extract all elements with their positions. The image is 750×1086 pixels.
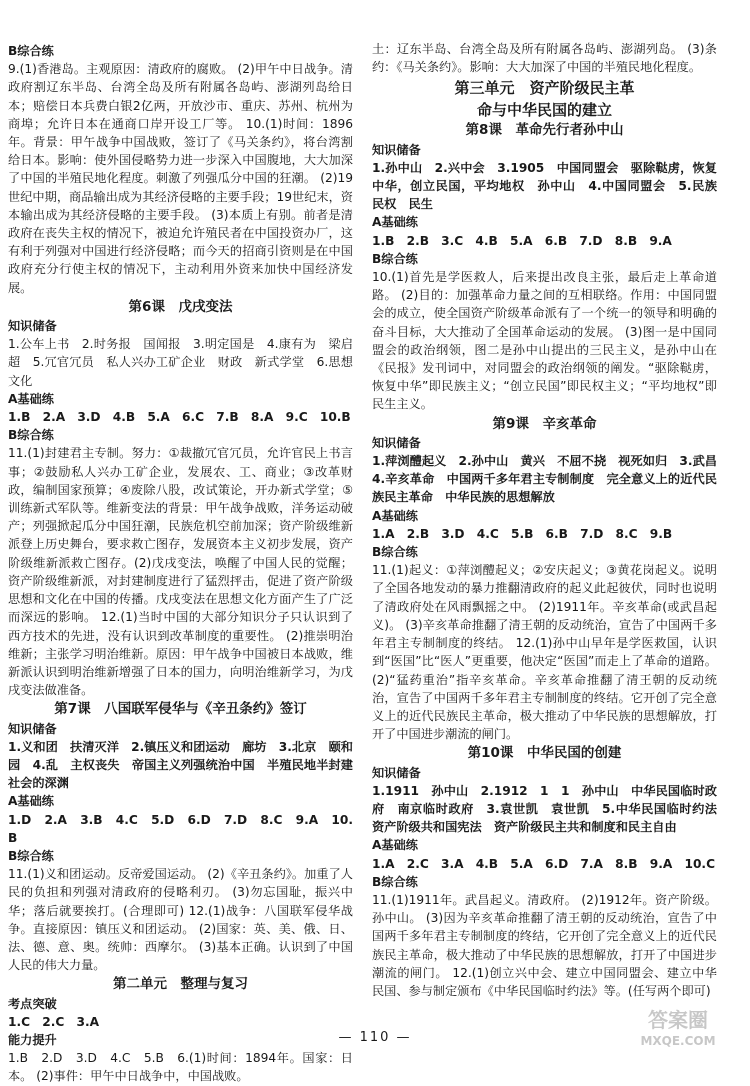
answer-paragraph: 1.B 2.D 3.D 4.C 5.B 6.(1)时间：1894年。国家：日本。 (2)事件：甲午中日战争中，中国战败。 bbox=[8, 1051, 353, 1084]
answer-paragraph: 1.孙中山 2.兴中会 3.1905 中国同盟会 驱除鞑虏，恢复中华，创立民国，平均地权 孙中山 4.中国同盟会 5.民族 民权 民生 bbox=[372, 160, 730, 212]
section-label: B综合练 bbox=[372, 545, 418, 560]
lesson-10-title: 第10课 中华民国的创建 bbox=[467, 745, 622, 762]
lesson-8-title: 第8课 革命先行者孙中山 bbox=[465, 122, 624, 139]
left-column bbox=[8, 42, 353, 1086]
section-label: 知识储备 bbox=[372, 142, 421, 157]
answer-choices: 1.D 2.A 3.B 4.C 5.D 6.D 7.D 8.C 9.A 10.B bbox=[8, 812, 353, 845]
answer-paragraph: 11.(1)封建君主专制。努力：①裁撤冗官冗员，允许官民上书言事；②鼓励私人兴办工矿企业，发展农、工、商业；③改革财政，编制国家预算；④废除八股，改试策论，开办新式学堂；⑤训练新式军队等。维新变法的背景：甲午战争战败，洋务运动破产；列强掀起瓜分中国狂潮，民族危机空前加深；资产阶级维新派登上历史舞台，要求救亡图存，发展资本主义初步发展，资产阶级维新派救亡图存。(2)戊戌变法，唤醒了中国人民的觉醒；资产阶级维新派，对封建制度进行了猛烈抨击，促进了资产阶级思想和文化在中国的传播。戊戌变法在思想文化方面产生了广泛而深远的影响。 12.(1)当时中国的大部分知识分子只认识到了西方技术的先进，没有认识到改革制度的重要性。 (2)推崇明治维新；主张学习明治维新。原因：甲午战争中国被日本战败，维新派认识到明治维新增强了日本的国力，向明治维新学习，为戊戌变法做准备。 bbox=[8, 446, 353, 698]
section-label: A基础练 bbox=[372, 215, 418, 230]
section-label: 知识储备 bbox=[8, 721, 57, 736]
answer-paragraph: 1.义和团 扶清灭洋 2.镇压义和团运动 廊坊 3.北京 颐和园 4.乱 主权丧失 帝国主义列强统治中国 半殖民地半封建社会的深渊 bbox=[8, 739, 353, 791]
section-label: A基础练 bbox=[372, 508, 418, 523]
answer-choices: 1.A 2.C 3.A 4.B 5.A 6.D 7.A 8.B 9.A 10.C bbox=[372, 856, 716, 871]
answer-paragraph: 1.1911 孙中山 2.1912 1 1 孙中山 中华民国临时政府 南京临时政府 3.袁世凯 袁世凯 5.中华民国临时约法 资产阶级共和国宪法 资产阶级民主共和制度和民主自由 bbox=[372, 783, 730, 835]
lesson-7-title: 第7课 八国联军侵华与《辛丑条约》签订 bbox=[54, 701, 307, 718]
answer-paragraph: 1.萍浏醴起义 2.孙中山 黄兴 不屈不挠 视死如归 3.武昌 4.辛亥革命 中国两千多年君主专制制度 完全意义上的近代民族民主革命 中华民族的思想解放 bbox=[372, 454, 730, 505]
section-label: 考点突破 bbox=[8, 996, 57, 1011]
section-label: A基础练 bbox=[8, 794, 54, 809]
answer-choices: 1.B 2.B 3.C 4.B 5.A 6.B 7.D 8.B 9.A bbox=[372, 233, 672, 248]
svg-text:答案圈: 答案圈 bbox=[648, 1008, 708, 1032]
answer-paragraph: 1.公车上书 2.时务报 国闻报 3.明定国是 4.康有为 梁启超 5.冗官冗员 私人兴办工矿企业 财政 新式学堂 6.思想文化 bbox=[8, 337, 353, 388]
section-label: B综合练 bbox=[8, 44, 54, 58]
section-label: 知识储备 bbox=[372, 765, 421, 780]
svg-text:MXQE.COM: MXQE.COM bbox=[640, 1034, 716, 1048]
section-label: B综合练 bbox=[8, 428, 54, 443]
answer-paragraph: 11.(1)义和团运动。反帝爱国运动。 (2)《辛丑条约》。加重了人民的负担和列强对清政府的侵略利刃。 (3)勿忘国耻，振兴中华；落后就要挨打。(合理即可) 12.(1)战争：八国联军侵华战争。直接原因：镇压义和团运动。 (2)国家：英、美、俄、日、法、德、意、奥。统帅：西摩尔。 (3)基本正确。认识到了中国人民的伟大力量。 bbox=[8, 867, 353, 973]
answer-choices: 1.A 2.B 3.D 4.C 5.B 6.B 7.D 8.C 9.B bbox=[372, 526, 673, 541]
right-column bbox=[372, 40, 730, 1000]
unit-3-title-line-2: 命与中华民国的建立 bbox=[476, 101, 612, 120]
answer-choices: 1.C 2.C 3.A bbox=[8, 1014, 100, 1029]
lesson-6-title: 第6课 戊戌变法 bbox=[128, 298, 233, 315]
section-label: B综合练 bbox=[8, 848, 54, 863]
unit-3-title-line-1: 第三单元 资产阶级民主革 bbox=[454, 79, 635, 98]
watermark-logo bbox=[618, 1005, 738, 1049]
answer-paragraph: 土：辽东半岛、台湾全岛及所有附属各岛屿、澎湖列岛。 (3)条约：《马关条约》。影响：大大加深了中国的半殖民地化程度。 bbox=[372, 42, 717, 75]
section-label: A基础练 bbox=[8, 391, 54, 406]
section-label: B综合练 bbox=[372, 874, 418, 889]
section-label: 能力提升 bbox=[8, 1032, 57, 1047]
unit-2-review-title: 第二单元 整理与复习 bbox=[113, 976, 248, 993]
answer-paragraph: 10.(1)首先是学医救人，后来提出改良主张，最后走上革命道路。 (2)目的：加强革命力量之间的互相联络。作用：中国同盟会的成立，使全国资产阶级革命派有了一个统一的领导和明确的奋斗目标，大大推动了全国革命运动的发展。 (3)图一是中国同盟会的政治纲领，图二是孙中山提出的三民主义，是孙中山在《民报》发刊词中，对同盟会的政治纲领的阐发。“驱除鞑虏，恢复中华”即民族主义；“创立民国”即民权主义；“平均地权”即民生主义。 bbox=[372, 270, 717, 412]
page-number: — 110 — bbox=[338, 1030, 412, 1045]
section-label: 知识储备 bbox=[8, 319, 57, 334]
lesson-9-title: 第9课 辛亥革命 bbox=[492, 415, 597, 432]
section-label: B综合练 bbox=[372, 251, 418, 266]
section-label: 知识储备 bbox=[372, 435, 421, 450]
answer-paragraph: 11.(1)起义：①萍浏醴起义；②安庆起义；③黄花岗起义。说明了全国各地发动的暴力推翻清政府的起义此起彼伏，同时也说明了清政府处在风雨飘摇之中。 (2)1911年。辛亥革命(或武昌起义)。 (3)辛亥革命推翻了清王朝的反动统治，宣告了中国两千多年君主专制制度的终结。 12.(1)孙中山早年是学医救国，认识到“医国”比“医人”更重要，他决定“医国”而走上了革命的道路。 (2)“猛药重治”指辛亥革命。辛亥革命推翻了清王朝的反动统治，宣告了中国两千多年君主专制制度的终结。它开创了完全意义上的近代民族民主革命，极大推动了中华民族的思想解放，打开了中国进步潮流的闸门。 bbox=[372, 563, 717, 742]
section-label: A基础练 bbox=[372, 838, 418, 853]
answer-paragraph: 11.(1)1911年。武昌起义。清政府。 (2)1912年。资产阶级。孙中山。 (3)因为辛亥革命推翻了清王朝的反动统治，宣告了中国两千多年君主专制制度的终结，它开创了完全意义上的近代民族民主革命，极大推动了中华民族的思想解放，打开了中国进步潮流的闸门。 12.(1)创立兴中会、建立中国同盟会、建立中华民国、参与制定颁布《中华民国临时约法》等。(任写两个即可) bbox=[372, 892, 717, 998]
answer-paragraph: 9.(1)香港岛。主观原因：清政府的腐败。 (2)甲午中日战争。清政府割辽东半岛、台湾全岛及所有附属各岛屿、澎湖列岛给日本；赔偿日本兵费白银2亿两，开放沙市、重庆、苏州、杭州为商埠；允许日本在通商口岸开设工厂等。 10.(1)时间：1896年。背景：甲午战争中国战败，签订了《马关条约》，将台湾割给日本。影响：使外国侵略势力进一步深入中国腹地，大大加深了中国的半殖民地化程度。刺激了列强瓜分中国的狂潮。 (2)19世纪中期，商品输出成为其经济侵略的主要手段；19世纪末，资本输出成为其经济侵略的主要手段。 (3)本质上有别。前者是清政府在丧失主权的情况下，被迫允许殖民者在中国投资办厂，这有利于列强对中国进行经济侵略；而今天的招商引资则是在中国政府充分行使主权的情况下，主动利用外资来加快中国经济发展。 bbox=[8, 62, 353, 295]
answer-choices: 1.B 2.A 3.D 4.B 5.A 6.C 7.B 8.A 9.C 10.B bbox=[8, 410, 351, 425]
